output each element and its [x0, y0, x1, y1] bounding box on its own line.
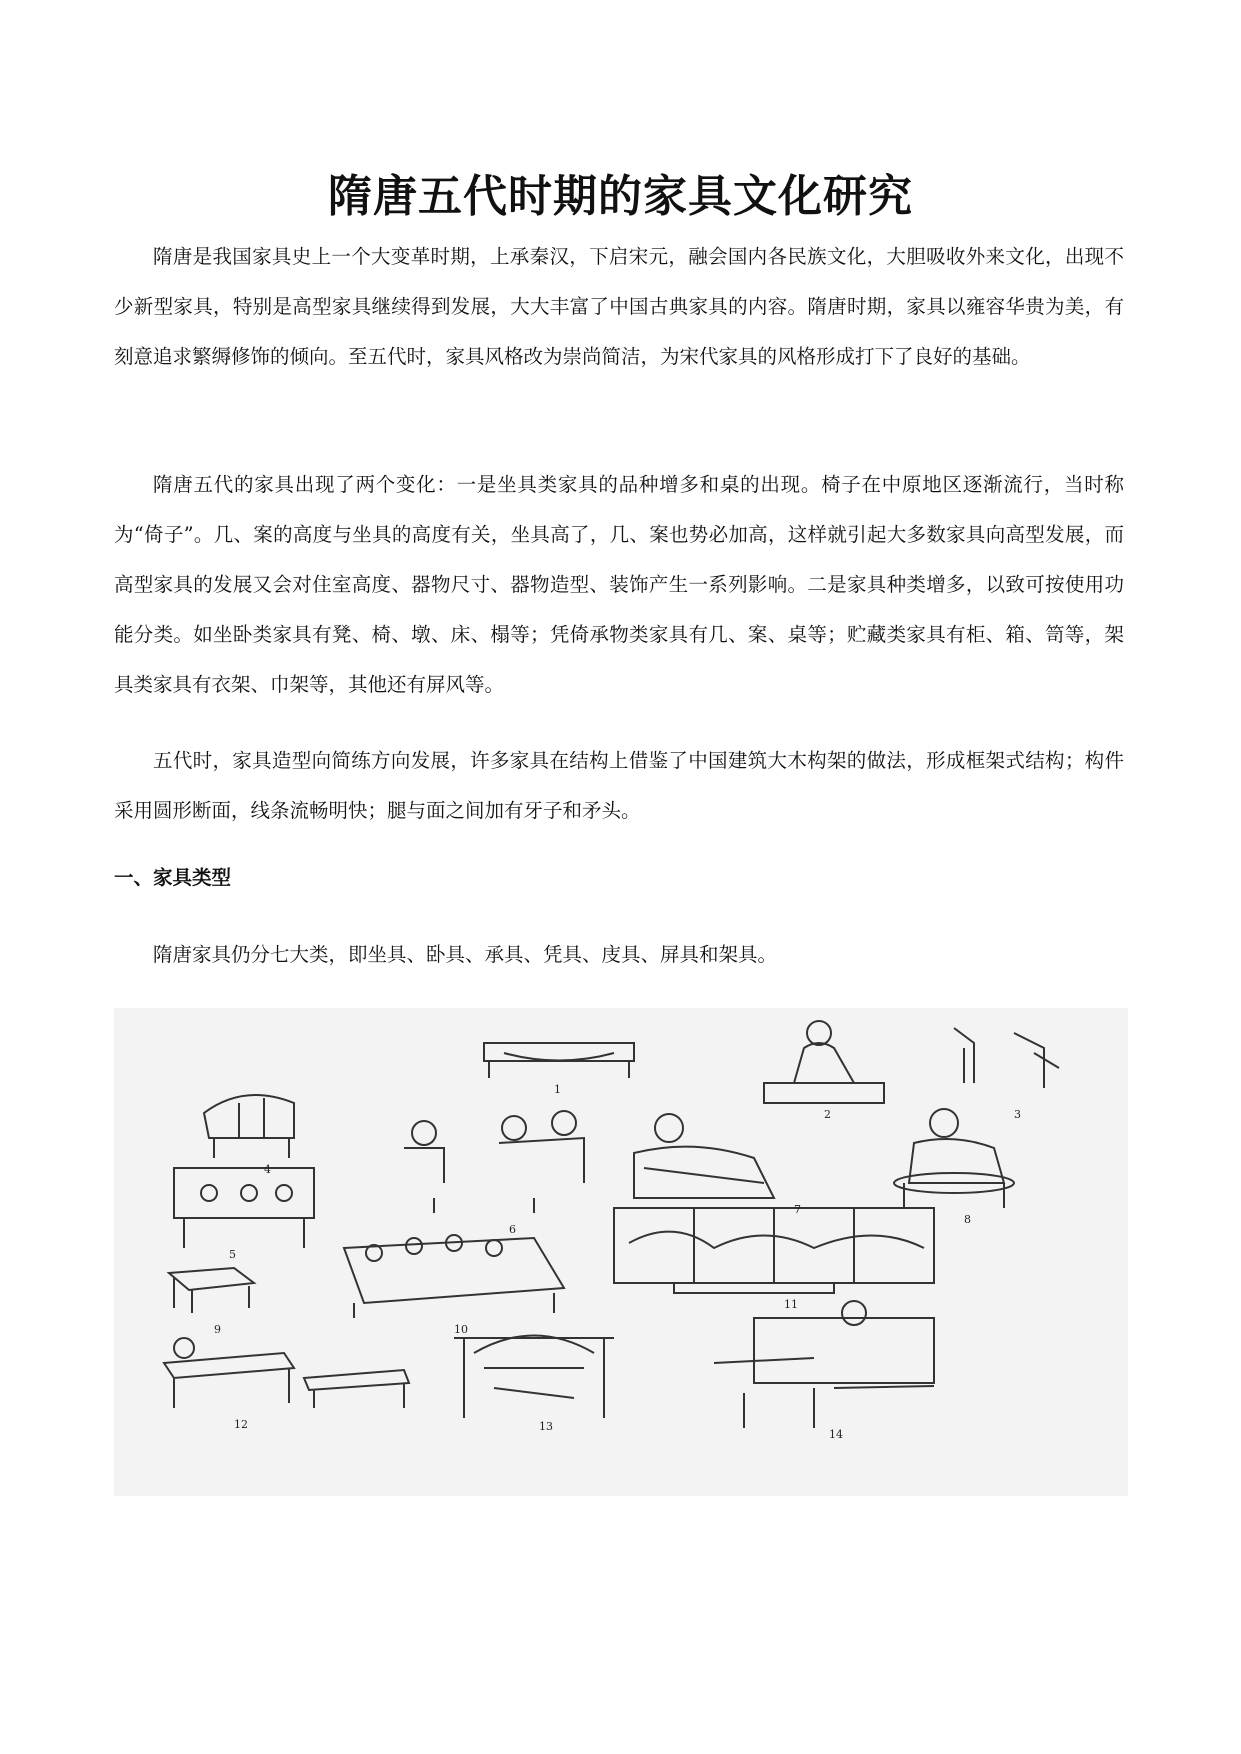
- paragraph-five-dynasties: 五代时，家具造型向简练方向发展，许多家具在结构上借鉴了中国建筑大木构架的做法，形成框架式结构；构件采用圆形断面，线条流畅明快；腿与面之间加有牙子和矛头。: [114, 749, 1124, 822]
- page-title: 隋唐五代时期的家具文化研究: [328, 171, 913, 222]
- figure-number-2: 2: [824, 1108, 831, 1121]
- sketch-folding-screen: [614, 1208, 934, 1293]
- figure-number-8: 8: [964, 1213, 971, 1226]
- paragraph-intro: 隋唐是我国家具史上一个大变革时期，上承秦汉，下启宋元，融会国内各民族文化，大胆吸收外来文化，出现不少新型家具，特别是高型家具继续得到发展，大大丰富了中国古典家具的内容。隋唐时期，家具以雍容华贵为美，有刻意追求繁缛修饰的倾向。至五代时，家具风格改为崇尚简洁，为宋代家具的风格形成打下了良好的基础。: [114, 245, 1124, 368]
- figure-number-14: 14: [829, 1428, 843, 1441]
- figure-number-13: 13: [539, 1420, 553, 1433]
- sketch-banquet: [344, 1235, 564, 1318]
- sketch-seated-figure: [764, 1021, 884, 1103]
- furniture-sketches-icon: [114, 1008, 1128, 1496]
- sketch-reclining-figure: [634, 1114, 774, 1198]
- sketch-stands: [954, 1028, 1059, 1088]
- figure-number-5: 5: [229, 1248, 236, 1261]
- figure-number-9: 9: [214, 1323, 221, 1336]
- sketch-square-table: [169, 1268, 254, 1313]
- figure-number-7: 7: [794, 1203, 801, 1216]
- sketch-round-chair: [204, 1095, 294, 1158]
- paragraph-changes: 隋唐五代的家具出现了两个变化：一是坐具类家具的品种增多和桌的出现。椅子在中原地区逐渐流行，当时称为“倚子”。几、案的高度与坐具的高度有关，坐具高了，几、案也势必加高，这样就引起大多数家具向高型发展，而高型家具的发展又会对住室高度、器物尺寸、器物造型、装饰产生一系列影响。二是家具种类增多，以致可按使用功能分类。如坐卧类家具有凳、椅、墩、床、榻等；凭倚承物类家具有几、案、桌等；贮藏类家具有柜、箱、笥等，架具类家具有衣架、巾架等，其他还有屏风等。: [114, 473, 1124, 696]
- figure-number-12: 12: [234, 1418, 248, 1431]
- figure-number-6: 6: [509, 1223, 516, 1236]
- sketch-low-table: [484, 1043, 634, 1078]
- paragraph-categories: 隋唐家具仍分七大类，即坐具、卧具、承具、凭具、庋具、屏具和架具。: [153, 943, 778, 966]
- furniture-illustration-plate: [114, 1008, 1128, 1496]
- figure-number-11: 11: [784, 1298, 798, 1311]
- sketch-cabinet-bench: [174, 1168, 314, 1248]
- figure-number-3: 3: [1014, 1108, 1021, 1121]
- figure-number-1: 1: [554, 1083, 561, 1096]
- section-heading: 一、家具类型: [114, 866, 232, 889]
- figure-number-4: 4: [264, 1163, 271, 1176]
- sketch-figures-bench: [404, 1111, 584, 1213]
- sketch-scholar-table: [714, 1301, 934, 1428]
- sketch-garden-pavilion: [454, 1336, 614, 1419]
- figure-number-10: 10: [454, 1323, 468, 1336]
- sketch-desk-scene: [164, 1338, 409, 1408]
- sketch-figure-stool: [894, 1109, 1014, 1208]
